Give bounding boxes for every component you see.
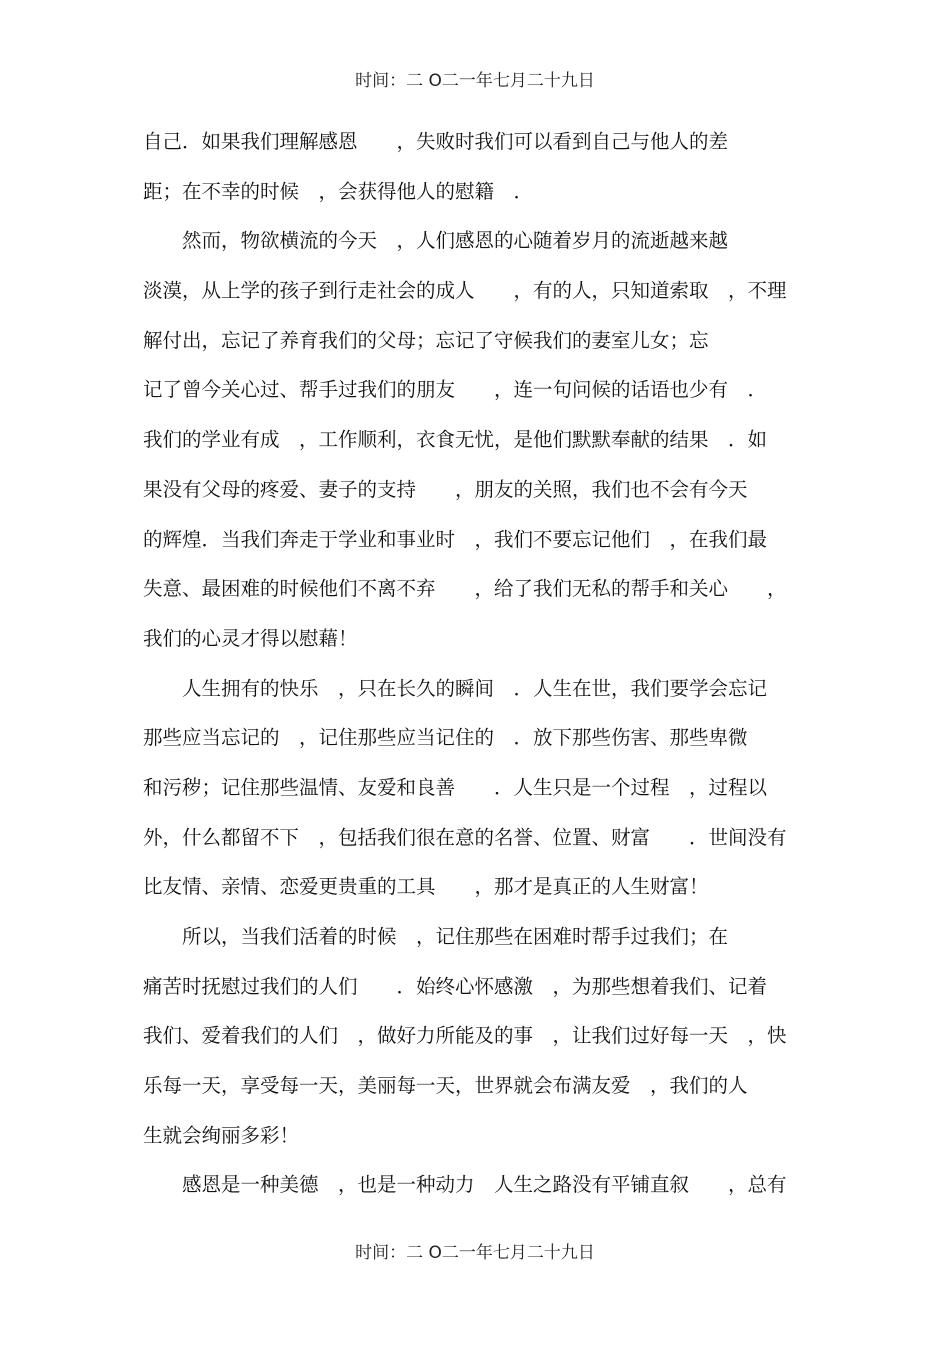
- page-footer: [0, 1243, 950, 1263]
- text-line: 记了曾今关心过、帮手过我们的朋友 ，连一句问候的话语也少有 ．: [143, 378, 768, 402]
- page-header: [0, 71, 950, 91]
- header-date: 时间：二 O二一年七月二十九日: [355, 71, 595, 91]
- text-line: 比友情、亲情、恋爱更贵重的工具 ，那才是真正的人生财富！: [143, 875, 709, 899]
- text-line: 我们、爱着我们的人们 ，做好力所能及的事 ，让我们过好每一天 ，快: [143, 1024, 787, 1048]
- text-line: 然而，物欲横流的今天 ，人们感恩的心随着岁月的流逝越来越: [143, 229, 729, 253]
- document-body: [143, 127, 808, 1220]
- text-line: 解付出，忘记了养育我们的父母；忘记了守候我们的妻室儿女；忘: [143, 328, 709, 352]
- text-line: 外，什么都留不下 ，包括我们很在意的名誉、位置、财富 ．世间没有: [143, 825, 787, 849]
- text-line: 自己．如果我们理解感恩 ，失败时我们可以看到自己与他人的差: [143, 130, 729, 153]
- text-line: 和污秽；记住那些温情、友爱和良善 ．人生只是一个过程 ，过程以: [143, 775, 768, 799]
- text-line: 的辉煌．当我们奔走于学业和事业时 ，我们不要忘记他们 ，在我们最: [143, 527, 768, 551]
- text-line: 淡漠，从上学的孩子到行走社会的成人 ，有的人，只知道索取 ，不理: [143, 279, 787, 303]
- text-line: 痛苦时抚慰过我们的人们 ．始终心怀感激 ，为那些想着我们、记着: [143, 974, 768, 998]
- text-line: 那些应当忘记的 ，记住那些应当记住的 ．放下那些伤害、那些卑微: [143, 726, 748, 750]
- text-line: 感恩是一种美德 ，也是一种动力 人生之路没有平铺直叙 ，总有: [143, 1173, 787, 1197]
- text-line: 距；在不幸的时候 ，会获得他人的慰籍 ．: [143, 179, 534, 203]
- footer-date: 时间：二 O二一年七月二十九日: [355, 1243, 595, 1263]
- text-line: 人生拥有的快乐 ，只在长久的瞬间 ．人生在世，我们要学会忘记: [143, 676, 768, 700]
- text-line: 乐每一天，享受每一天，美丽每一天，世界就会布满友爱 ，我们的人: [143, 1074, 748, 1098]
- text-line: 所以，当我们活着的时候 ，记住那些在困难时帮手过我们；在: [143, 925, 729, 948]
- text-line: 失意、最困难的时候他们不离不弃 ，给了我们无私的帮手和关心 ，: [143, 577, 787, 601]
- text-line: 果没有父母的疼爱、妻子的支持 ，朋友的关照，我们也不会有今天: [143, 477, 748, 501]
- text-line: 我们的学业有成 ，工作顺利，衣食无忧，是他们默默奉献的结果 ．如: [143, 428, 768, 452]
- text-line: 生就会绚丽多彩！: [143, 1123, 300, 1147]
- text-line: 我们的心灵才得以慰藉！: [143, 626, 358, 650]
